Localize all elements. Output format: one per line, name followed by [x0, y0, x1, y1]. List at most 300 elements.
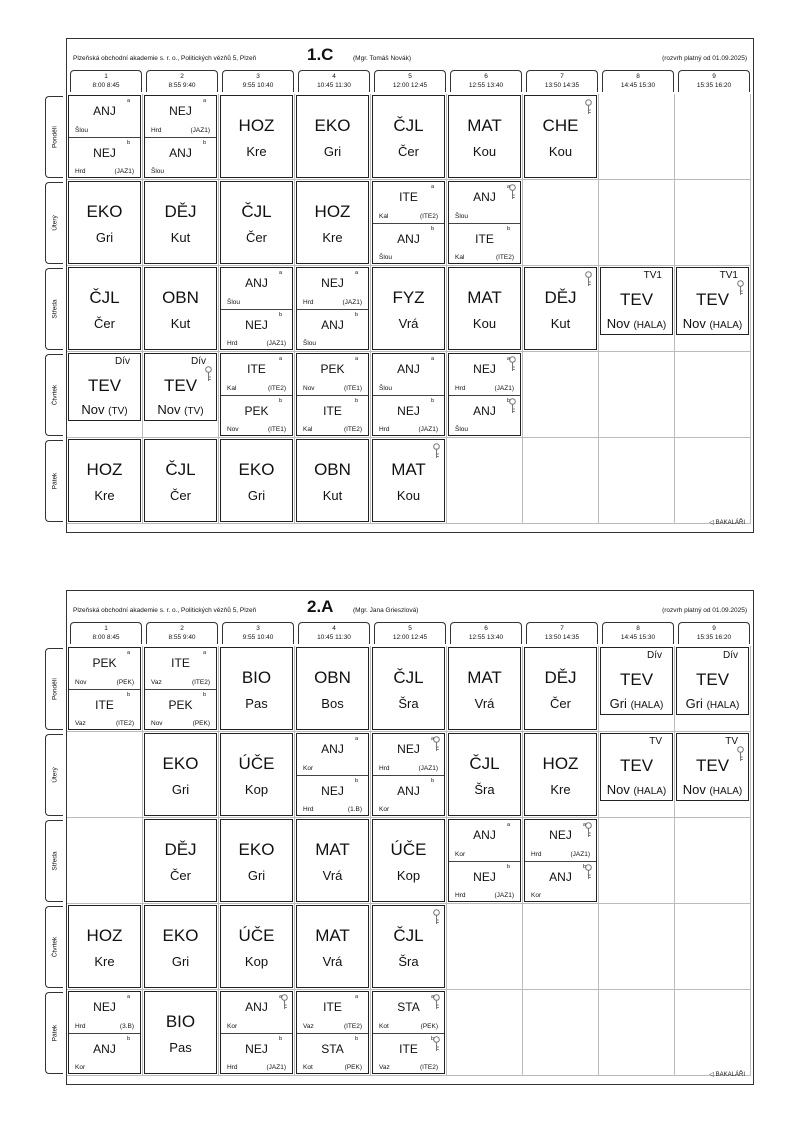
period-header: [298, 622, 370, 644]
lesson-cell[interactable]: [523, 266, 599, 352]
room-label: (HALA): [633, 786, 667, 797]
lesson-box[interactable]: [68, 95, 141, 178]
lesson-box[interactable]: [144, 733, 217, 816]
day-name: Středa: [51, 299, 58, 319]
lesson-box[interactable]: [296, 95, 369, 178]
lesson-cell[interactable]: [523, 94, 599, 180]
period-time: 14:45 15:30: [620, 634, 656, 641]
group-b[interactable]: [297, 395, 368, 437]
lesson-box[interactable]: [220, 819, 293, 902]
group-b[interactable]: [145, 689, 216, 731]
group-b[interactable]: [373, 775, 444, 817]
teacher-abbr: Gri: [171, 954, 190, 969]
subject-code: EKO: [238, 840, 275, 859]
teacher-abbr: Vrá: [398, 316, 419, 331]
lesson-cell[interactable]: [295, 266, 371, 352]
teacher-abbr: Gri: [609, 696, 627, 711]
key-icon: [433, 443, 440, 459]
lesson-box[interactable]: [372, 267, 445, 350]
lesson-box[interactable]: [296, 181, 369, 264]
lesson-cell[interactable]: [371, 266, 447, 352]
room-label: (ITE2): [343, 426, 362, 433]
lesson-box[interactable]: [372, 181, 445, 264]
lesson-cell[interactable]: [67, 438, 143, 524]
teacher-abbr: Kut: [170, 316, 191, 331]
group-a[interactable]: [145, 648, 216, 689]
subject-code: HOZ: [542, 754, 579, 773]
lesson-cell[interactable]: [219, 818, 295, 904]
lesson-box[interactable]: [296, 353, 369, 436]
teacher-abbr: Šlou: [379, 384, 393, 392]
period-number: 8: [636, 625, 640, 632]
teacher-line: [221, 696, 292, 711]
group-b[interactable]: [69, 689, 140, 731]
lesson-cell[interactable]: [143, 646, 219, 732]
subject-code: ANJ: [397, 362, 420, 376]
lesson-cell[interactable]: [447, 266, 523, 352]
logo-text: BAKALÁŘI: [715, 1072, 745, 1078]
lesson-cell[interactable]: [371, 732, 447, 818]
room-label: (JAZ1): [266, 340, 286, 347]
lesson-box[interactable]: [676, 647, 749, 715]
lesson-cell[interactable]: [295, 646, 371, 732]
lesson-box[interactable]: [372, 353, 445, 436]
subject-code: FYZ: [392, 288, 425, 307]
group-a[interactable]: [373, 734, 444, 775]
key-icon: [737, 280, 744, 296]
period-number: 1: [104, 73, 108, 80]
subject-code: DĚJ: [544, 288, 577, 307]
lesson-box[interactable]: [448, 647, 521, 730]
key-icon: [430, 736, 440, 752]
subject-code: ČJL: [393, 668, 424, 687]
lesson-box[interactable]: [448, 353, 521, 436]
lesson-cell: [447, 990, 523, 1076]
group-marker: b: [506, 397, 510, 404]
lesson-cell[interactable]: [219, 352, 295, 438]
lesson-cell[interactable]: [675, 732, 751, 818]
group-a[interactable]: [297, 354, 368, 395]
lesson-box[interactable]: [448, 819, 521, 902]
lesson-box[interactable]: [220, 95, 293, 178]
lesson-box[interactable]: [524, 819, 597, 902]
lesson-box[interactable]: [220, 991, 293, 1074]
lesson-cell[interactable]: [295, 438, 371, 524]
lesson-box[interactable]: [296, 647, 369, 730]
period-number: 1: [104, 625, 108, 632]
room-label: (3.B): [119, 1022, 134, 1030]
lesson-box[interactable]: [144, 267, 217, 350]
lesson-box[interactable]: [220, 181, 293, 264]
teacher-abbr: Vaz: [75, 720, 86, 727]
teacher-line: [677, 696, 748, 711]
lesson-cell: [675, 438, 751, 524]
teacher-line: [221, 954, 292, 969]
lesson-box[interactable]: [296, 991, 369, 1074]
day-label: [45, 648, 63, 730]
day-name: Pátek: [51, 472, 58, 490]
lesson-box[interactable]: [68, 181, 141, 264]
lesson-cell: [675, 180, 751, 266]
group-b[interactable]: [373, 395, 444, 437]
lesson-box[interactable]: [296, 905, 369, 988]
lesson-box[interactable]: [144, 353, 217, 421]
lesson-cell[interactable]: [371, 646, 447, 732]
subject-code: TEV: [695, 670, 730, 689]
lesson-box[interactable]: [68, 267, 141, 350]
teacher-abbr: Gri: [171, 782, 190, 797]
subject-code: BIO: [165, 1012, 196, 1031]
lesson-box[interactable]: [144, 991, 217, 1074]
subject-code: ANJ: [321, 317, 344, 332]
teacher-abbr: Nov: [81, 402, 105, 417]
teacher-abbr: Vrá: [322, 954, 343, 969]
group-b[interactable]: [297, 1033, 368, 1075]
lesson-cell[interactable]: [67, 266, 143, 352]
lesson-cell[interactable]: [219, 438, 295, 524]
lesson-cell[interactable]: [447, 732, 523, 818]
lesson-cell[interactable]: [143, 732, 219, 818]
day-name: Pondělí: [51, 125, 58, 149]
lesson-cell[interactable]: [447, 818, 523, 904]
teacher-abbr: Nov: [606, 782, 630, 797]
subject-code: NEJ: [321, 783, 344, 798]
lesson-cell[interactable]: [295, 818, 371, 904]
lesson-box[interactable]: [296, 733, 369, 816]
group-a[interactable]: [69, 992, 140, 1033]
subject-code: NEJ: [549, 828, 572, 842]
teacher-line: [373, 696, 444, 711]
lesson-box[interactable]: [144, 95, 217, 178]
group-b[interactable]: [525, 861, 596, 903]
teacher-abbr: Šlou: [455, 426, 469, 433]
teacher-line: [145, 1040, 216, 1055]
lesson-cell[interactable]: [143, 438, 219, 524]
teacher-abbr: Kor: [455, 850, 466, 858]
lesson-cell[interactable]: [67, 180, 143, 266]
key-icon: [582, 863, 592, 880]
lesson-cell[interactable]: [295, 904, 371, 990]
lesson-cell[interactable]: [67, 94, 143, 180]
group-a[interactable]: [297, 992, 368, 1033]
lesson-cell[interactable]: [219, 180, 295, 266]
group-marker: b: [354, 1035, 358, 1042]
lesson-cell[interactable]: [143, 990, 219, 1076]
teacher-abbr: Kre: [322, 230, 343, 245]
lesson-cell[interactable]: [295, 732, 371, 818]
lesson-cell: [599, 990, 675, 1076]
lesson-box[interactable]: [220, 905, 293, 988]
group-b[interactable]: [449, 861, 520, 903]
teacher-abbr: Šlou: [303, 340, 317, 347]
lesson-box[interactable]: [372, 733, 445, 816]
lesson-box[interactable]: [144, 647, 217, 730]
teacher-abbr: Vaz: [151, 678, 162, 686]
lesson-cell[interactable]: [523, 646, 599, 732]
group-b[interactable]: [297, 309, 368, 351]
lesson-box[interactable]: [600, 733, 673, 801]
group-a[interactable]: [373, 992, 444, 1033]
lesson-cell[interactable]: [371, 180, 447, 266]
teacher-abbr: Hrd: [455, 384, 466, 392]
lesson-cell[interactable]: [143, 352, 219, 438]
lesson-cell[interactable]: [219, 94, 295, 180]
group-a[interactable]: [373, 354, 444, 395]
teacher-abbr: Kut: [170, 230, 191, 245]
lesson-box[interactable]: [68, 353, 141, 421]
lesson-cell: [675, 352, 751, 438]
period-time: 13:50 14:35: [544, 634, 580, 641]
group-b[interactable]: [69, 1033, 140, 1075]
key-icon: [278, 994, 288, 1010]
teacher-abbr: Nov: [606, 316, 630, 331]
lesson-cell[interactable]: [67, 990, 143, 1076]
lesson-box[interactable]: [220, 353, 293, 436]
lesson-cell[interactable]: [67, 646, 143, 732]
lesson-box[interactable]: [448, 95, 521, 178]
group-a[interactable]: [69, 648, 140, 689]
group-a[interactable]: [449, 820, 520, 861]
lesson-box[interactable]: [68, 991, 141, 1074]
lesson-cell[interactable]: [523, 818, 599, 904]
group-marker: b: [430, 397, 434, 404]
lesson-cell[interactable]: [447, 94, 523, 180]
group-marker: a: [126, 98, 130, 104]
subject-code: ANJ: [397, 231, 420, 246]
lesson-cell[interactable]: [371, 818, 447, 904]
group-marker: a: [126, 650, 130, 656]
day-name: Pátek: [51, 1024, 58, 1042]
lesson-box[interactable]: [372, 991, 445, 1074]
bakalari-logo: [709, 519, 745, 526]
subject-code: DĚJ: [164, 840, 197, 859]
room-label: (ITE1): [267, 426, 286, 433]
group-a[interactable]: [297, 734, 368, 775]
lesson-cell[interactable]: [371, 904, 447, 990]
lesson-box[interactable]: [524, 733, 597, 816]
teacher-abbr: Nov: [75, 678, 87, 686]
lesson-box[interactable]: [144, 181, 217, 264]
room-label: (HALA): [630, 700, 664, 711]
lesson-box[interactable]: [600, 267, 673, 335]
group-a[interactable]: [221, 992, 292, 1033]
day-name: Čtvrtek: [51, 384, 58, 406]
lesson-box[interactable]: [524, 267, 597, 350]
class-name: 1.C: [307, 45, 334, 64]
lesson-box[interactable]: [448, 181, 521, 264]
lesson-cell[interactable]: [295, 990, 371, 1076]
teacher-abbr: Kou: [548, 144, 573, 159]
key-icon: [585, 99, 592, 115]
lesson-cell[interactable]: [295, 352, 371, 438]
lesson-cell[interactable]: [219, 732, 295, 818]
teacher-abbr: Hrd: [303, 806, 314, 813]
teacher-abbr: Hrd: [151, 126, 162, 134]
lesson-cell[interactable]: [599, 266, 675, 352]
lesson-cell[interactable]: [67, 352, 143, 438]
teacher-line: [525, 782, 596, 797]
teacher-line: [145, 954, 216, 969]
group-a[interactable]: [373, 182, 444, 223]
group-a[interactable]: [525, 820, 596, 861]
room-label: (JAZ1): [494, 892, 514, 899]
lesson-cell: [599, 818, 675, 904]
lesson-cell[interactable]: [295, 94, 371, 180]
subject-code: NEJ: [397, 742, 420, 756]
lesson-box[interactable]: [448, 267, 521, 350]
room-label: (JAZ1): [494, 384, 514, 392]
lesson-cell[interactable]: [447, 352, 523, 438]
period-number: 5: [408, 625, 412, 632]
lesson-cell[interactable]: [523, 732, 599, 818]
lesson-box[interactable]: [524, 95, 597, 178]
subject-code: ÚČE: [238, 926, 275, 945]
group-marker: b: [354, 397, 358, 404]
lesson-cell[interactable]: [371, 94, 447, 180]
teacher-line: [297, 868, 368, 883]
subject-code: MAT: [467, 668, 502, 687]
lesson-cell[interactable]: [143, 818, 219, 904]
lesson-cell[interactable]: [143, 180, 219, 266]
teacher-abbr: Šra: [398, 696, 419, 711]
lesson-box[interactable]: [372, 95, 445, 178]
lesson-box[interactable]: [68, 905, 141, 988]
lesson-box[interactable]: [68, 647, 141, 730]
group-b[interactable]: [373, 1033, 444, 1075]
subject-code: ČJL: [89, 288, 120, 307]
day-label: [45, 992, 63, 1074]
group-a[interactable]: [297, 268, 368, 309]
lesson-box[interactable]: [144, 905, 217, 988]
group-a[interactable]: [221, 354, 292, 395]
lesson-box[interactable]: [448, 733, 521, 816]
lesson-box[interactable]: [372, 439, 445, 522]
period-time: 14:45 15:30: [620, 82, 656, 89]
room-label: (HALA): [706, 700, 740, 711]
class-teacher: (Mgr. Jana Grieszlová): [353, 607, 419, 614]
group-b[interactable]: [221, 309, 292, 351]
period-number: 3: [256, 73, 260, 80]
subject-code: EKO: [86, 202, 123, 221]
lesson-cell[interactable]: [295, 180, 371, 266]
lesson-cell[interactable]: [143, 266, 219, 352]
lesson-cell[interactable]: [143, 904, 219, 990]
group-marker: a: [430, 994, 434, 1000]
lesson-box[interactable]: [372, 647, 445, 730]
group-b[interactable]: [373, 223, 444, 265]
lesson-box[interactable]: [144, 439, 217, 522]
teacher-line: [69, 488, 140, 503]
lesson-box[interactable]: [600, 647, 673, 715]
teacher-abbr: Kou: [472, 144, 497, 159]
subject-code: ANJ: [473, 403, 496, 418]
group-a[interactable]: [221, 268, 292, 309]
room-label: (PEK): [192, 720, 210, 727]
lesson-cell[interactable]: [675, 266, 751, 352]
group-a[interactable]: [145, 96, 216, 137]
subject-code: PEK: [92, 656, 117, 670]
lesson-box[interactable]: [144, 819, 217, 902]
lesson-box[interactable]: [220, 647, 293, 730]
lesson-box[interactable]: [68, 439, 141, 522]
lesson-cell[interactable]: [447, 180, 523, 266]
lesson-box[interactable]: [296, 439, 369, 522]
teacher-line: [221, 782, 292, 797]
group-b[interactable]: [145, 137, 216, 179]
teacher-line: [449, 782, 520, 797]
room-label: (JAZ1): [342, 298, 362, 306]
lesson-box[interactable]: [220, 733, 293, 816]
lesson-box[interactable]: [676, 267, 749, 335]
teacher-line: [601, 696, 672, 711]
lesson-box[interactable]: [524, 647, 597, 730]
subject-code: NEJ: [473, 362, 496, 376]
lesson-cell[interactable]: [371, 438, 447, 524]
subject-code: NEJ: [93, 145, 116, 160]
teacher-line: [221, 488, 292, 503]
lesson-cell[interactable]: [219, 266, 295, 352]
lesson-cell[interactable]: [599, 732, 675, 818]
lesson-cell[interactable]: [447, 646, 523, 732]
subject-code: ANJ: [245, 1000, 268, 1014]
lesson-cell[interactable]: [219, 990, 295, 1076]
teacher-abbr: Nov: [227, 426, 239, 433]
day-label: [45, 820, 63, 902]
lesson-box[interactable]: [296, 267, 369, 350]
lesson-box[interactable]: [372, 819, 445, 902]
group-b[interactable]: [221, 395, 292, 437]
lesson-cell[interactable]: [219, 646, 295, 732]
group-b[interactable]: [297, 775, 368, 817]
group-b[interactable]: [449, 395, 520, 437]
key-icon: [430, 994, 440, 1010]
group-a[interactable]: [69, 96, 140, 137]
lesson-cell[interactable]: [67, 904, 143, 990]
lesson-cell[interactable]: [219, 904, 295, 990]
lesson-cell[interactable]: [599, 646, 675, 732]
teacher-abbr: Kop: [244, 782, 269, 797]
day-label: [45, 182, 63, 264]
lesson-cell[interactable]: [371, 352, 447, 438]
room-top: TV1: [643, 270, 662, 281]
lesson-cell[interactable]: [143, 94, 219, 180]
group-marker: b: [430, 225, 434, 232]
lesson-cell: [675, 94, 751, 180]
teacher-line: [373, 144, 444, 159]
lesson-box[interactable]: [296, 819, 369, 902]
room-label: (PEK): [116, 678, 134, 686]
lesson-box[interactable]: [220, 267, 293, 350]
lesson-cell[interactable]: [675, 646, 751, 732]
subject-code: EKO: [162, 754, 199, 773]
teacher-abbr: Čer: [550, 696, 571, 711]
teacher-abbr: Gri: [247, 488, 266, 503]
group-b[interactable]: [69, 137, 140, 179]
lesson-box[interactable]: [676, 733, 749, 801]
lesson-box[interactable]: [220, 439, 293, 522]
group-b[interactable]: [449, 223, 520, 265]
subject-code: OBN: [314, 460, 351, 479]
group-marker: a: [278, 994, 282, 1000]
subject-code: ÚČE: [390, 840, 427, 859]
lesson-box[interactable]: [372, 905, 445, 988]
teacher-abbr: Hrd: [75, 1022, 86, 1030]
group-a[interactable]: [449, 182, 520, 223]
lesson-cell[interactable]: [371, 990, 447, 1076]
group-a[interactable]: [449, 354, 520, 395]
teacher-line: [525, 316, 596, 331]
group-b[interactable]: [221, 1033, 292, 1075]
